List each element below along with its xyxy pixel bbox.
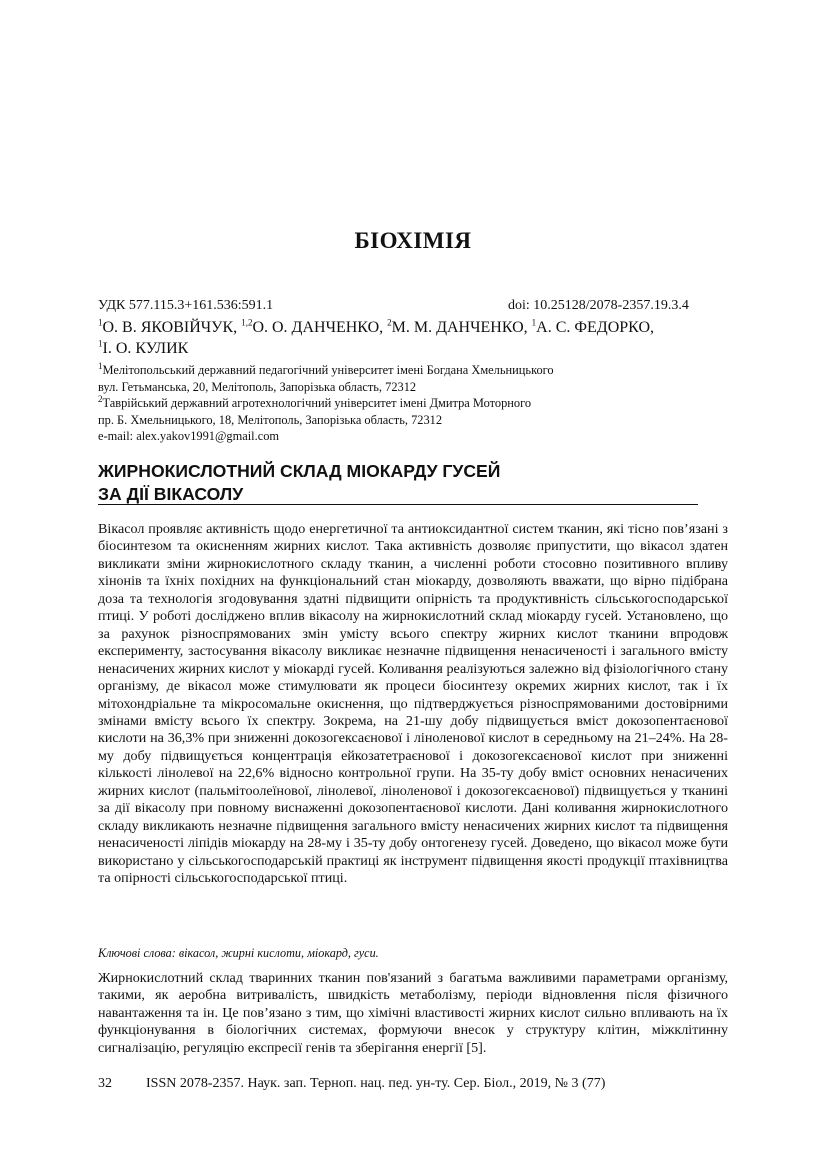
body-paragraph: Жирнокислотний склад тваринних тканин пов'язаний з багатьма важливими параметрами організму, такими, як аеробна витривалість, швидкість метаболізму, періоди відновлення після фізичного навантаження та ін. Це пов’язано з тим, що хімічні властивості жирних кислот сильно впливають на їх функціонування в біологічних системах, формуючи внесок у структуру клітин, міжклітинну сигналізацію, регуляцію експресії генів та зберігання енергії [5]. <box>98 970 728 1056</box>
author-affiliation-mark: 2 <box>387 317 392 328</box>
author-name: О. В. ЯКОВІЙЧУК, <box>102 319 242 336</box>
abstract: Вікасол проявляє активність щодо енергетичної та антиоксидантної систем тканин, які тісно пов’язані з біосинтезом та окисненням жирних кислот. Така активність дозволяє припустити, що вікасол здатен викликати зміни жирнокислотного складу тканин, а численні роботи стосовно позитивного впливу хінонів та їхніх похідних на функціональний стан міокарду, дозволяють вважати, що вірно підібрана доза та технологія згодовування здатні підвищити опірність та продуктивність сільськогосподарської птиці. У роботі досліджено вплив вікасолу на жирнокислотний склад міокарду гусей. Установлено, що за рахунок різноспрямованих змін умісту всього спектру жирних кислот тканини впродовж експерименту, застосування вікасолу викликає незначне підвищення ненасиченості і загального вмісту ненасичених жирних кислот у міокарді гусей. Коливання реалізуються залежно від фізіологічного стану організму, де вікасол може стимулювати як процеси біосинтезу окремих жирних кислот, так і їх мітохондріальне та мікросомальне окиснення, що підтверджується різноспрямованими достовірними змінами вмісту всього їх спектру. Зокрема, на 21-шу добу підвищується вміст докозопентаєнової кислоти на 36,3% при зниженні докозогексаєнової і ліноленової кислот в середньому на 21–24%. На 28-му добу підвищується концентрація ейкозатетраєнової і докозогексаєнової кислот при зниженні кількості лінолевої на 22,6% відносно контрольної групи. На 35-ту добу вміст основних ненасичених жирних кислот (пальмітоолеїнової, лінолевої, ліноленової і докозогексаєнової) підвищується у тканині за дії вікасолу при повному виснаженні докозопентаєнової кислоти. Дані коливання жирнокислотного складу викликають незначне підвищення загального вмісту ненасичених жирних кислот та підвищення ненасиченості ліпідів міокарду на 28-му і 35-ту добу онтогенезу гусей. Доведено, що вікасол може бути використано у сільськогосподарській практиці як інструмент підвищення якості продукції птахівництва та опірності сільськогосподарської птиці. <box>98 521 728 887</box>
article-title <box>98 460 698 506</box>
author-list <box>98 317 728 359</box>
affiliation-2 <box>98 395 728 412</box>
author <box>387 319 532 336</box>
affiliation-1-address: вул. Гетьманська, 20, Мелітополь, Запорізька область, 72312 <box>98 379 417 394</box>
article-title-line-1: ЖИРНОКИСЛОТНИЙ СКЛАД МІОКАРДУ ГУСЕЙ <box>98 461 501 481</box>
affiliations <box>98 362 728 445</box>
affiliation-2-address: пр. Б. Хмельницького, 18, Мелітополь, Запорізька область, 72312 <box>98 412 443 427</box>
author <box>241 319 387 336</box>
author-name: О. О. ДАНЧЕНКО, <box>252 319 388 336</box>
affiliation-mark: 2 <box>98 394 103 405</box>
author-affiliation-mark: 1,2 <box>241 317 253 328</box>
affiliation-name: Таврійський державний агротехнологічний університет імені Дмитра Моторного <box>102 396 532 411</box>
doi: doi: 10.25128/2078-2357.19.3.4 <box>508 298 689 313</box>
author <box>532 319 654 336</box>
author <box>98 319 241 336</box>
udc-code: УДК 577.115.3+161.536:591.1 <box>98 298 274 313</box>
section-heading: БІОХІМІЯ <box>354 228 472 253</box>
author-name: М. М. ДАНЧЕНКО, <box>391 319 532 336</box>
affiliation-name: Мелітопольський державний педагогічний університет імені Богдана Хмельницького <box>102 363 554 377</box>
contact-email: e-mail: alex.yakov1991@gmail.com <box>98 429 280 444</box>
author-affiliation-mark: 1 <box>531 317 537 328</box>
author-affiliation-mark: 1 <box>98 317 103 328</box>
author-name: І. О. КУЛИК <box>102 340 189 357</box>
author-name: А. С. ФЕДОРКО, <box>536 319 654 336</box>
page-number: 32 <box>98 1076 112 1091</box>
author <box>98 340 188 357</box>
keywords: Ключові слова: вікасол, жирні кислоти, міокард, гуси. <box>98 946 379 960</box>
author-affiliation-mark: 1 <box>98 338 103 349</box>
article-title-line-2: ЗА ДІЇ ВІКАСОЛУ <box>98 484 244 504</box>
journal-citation: ISSN 2078-2357. Наук. зап. Терноп. нац. пед. ун-ту. Сер. Біол., 2019, № 3 (77) <box>146 1076 606 1091</box>
title-underline <box>98 504 698 505</box>
affiliation-1 <box>98 362 728 379</box>
affiliation-mark: 1 <box>98 360 103 371</box>
